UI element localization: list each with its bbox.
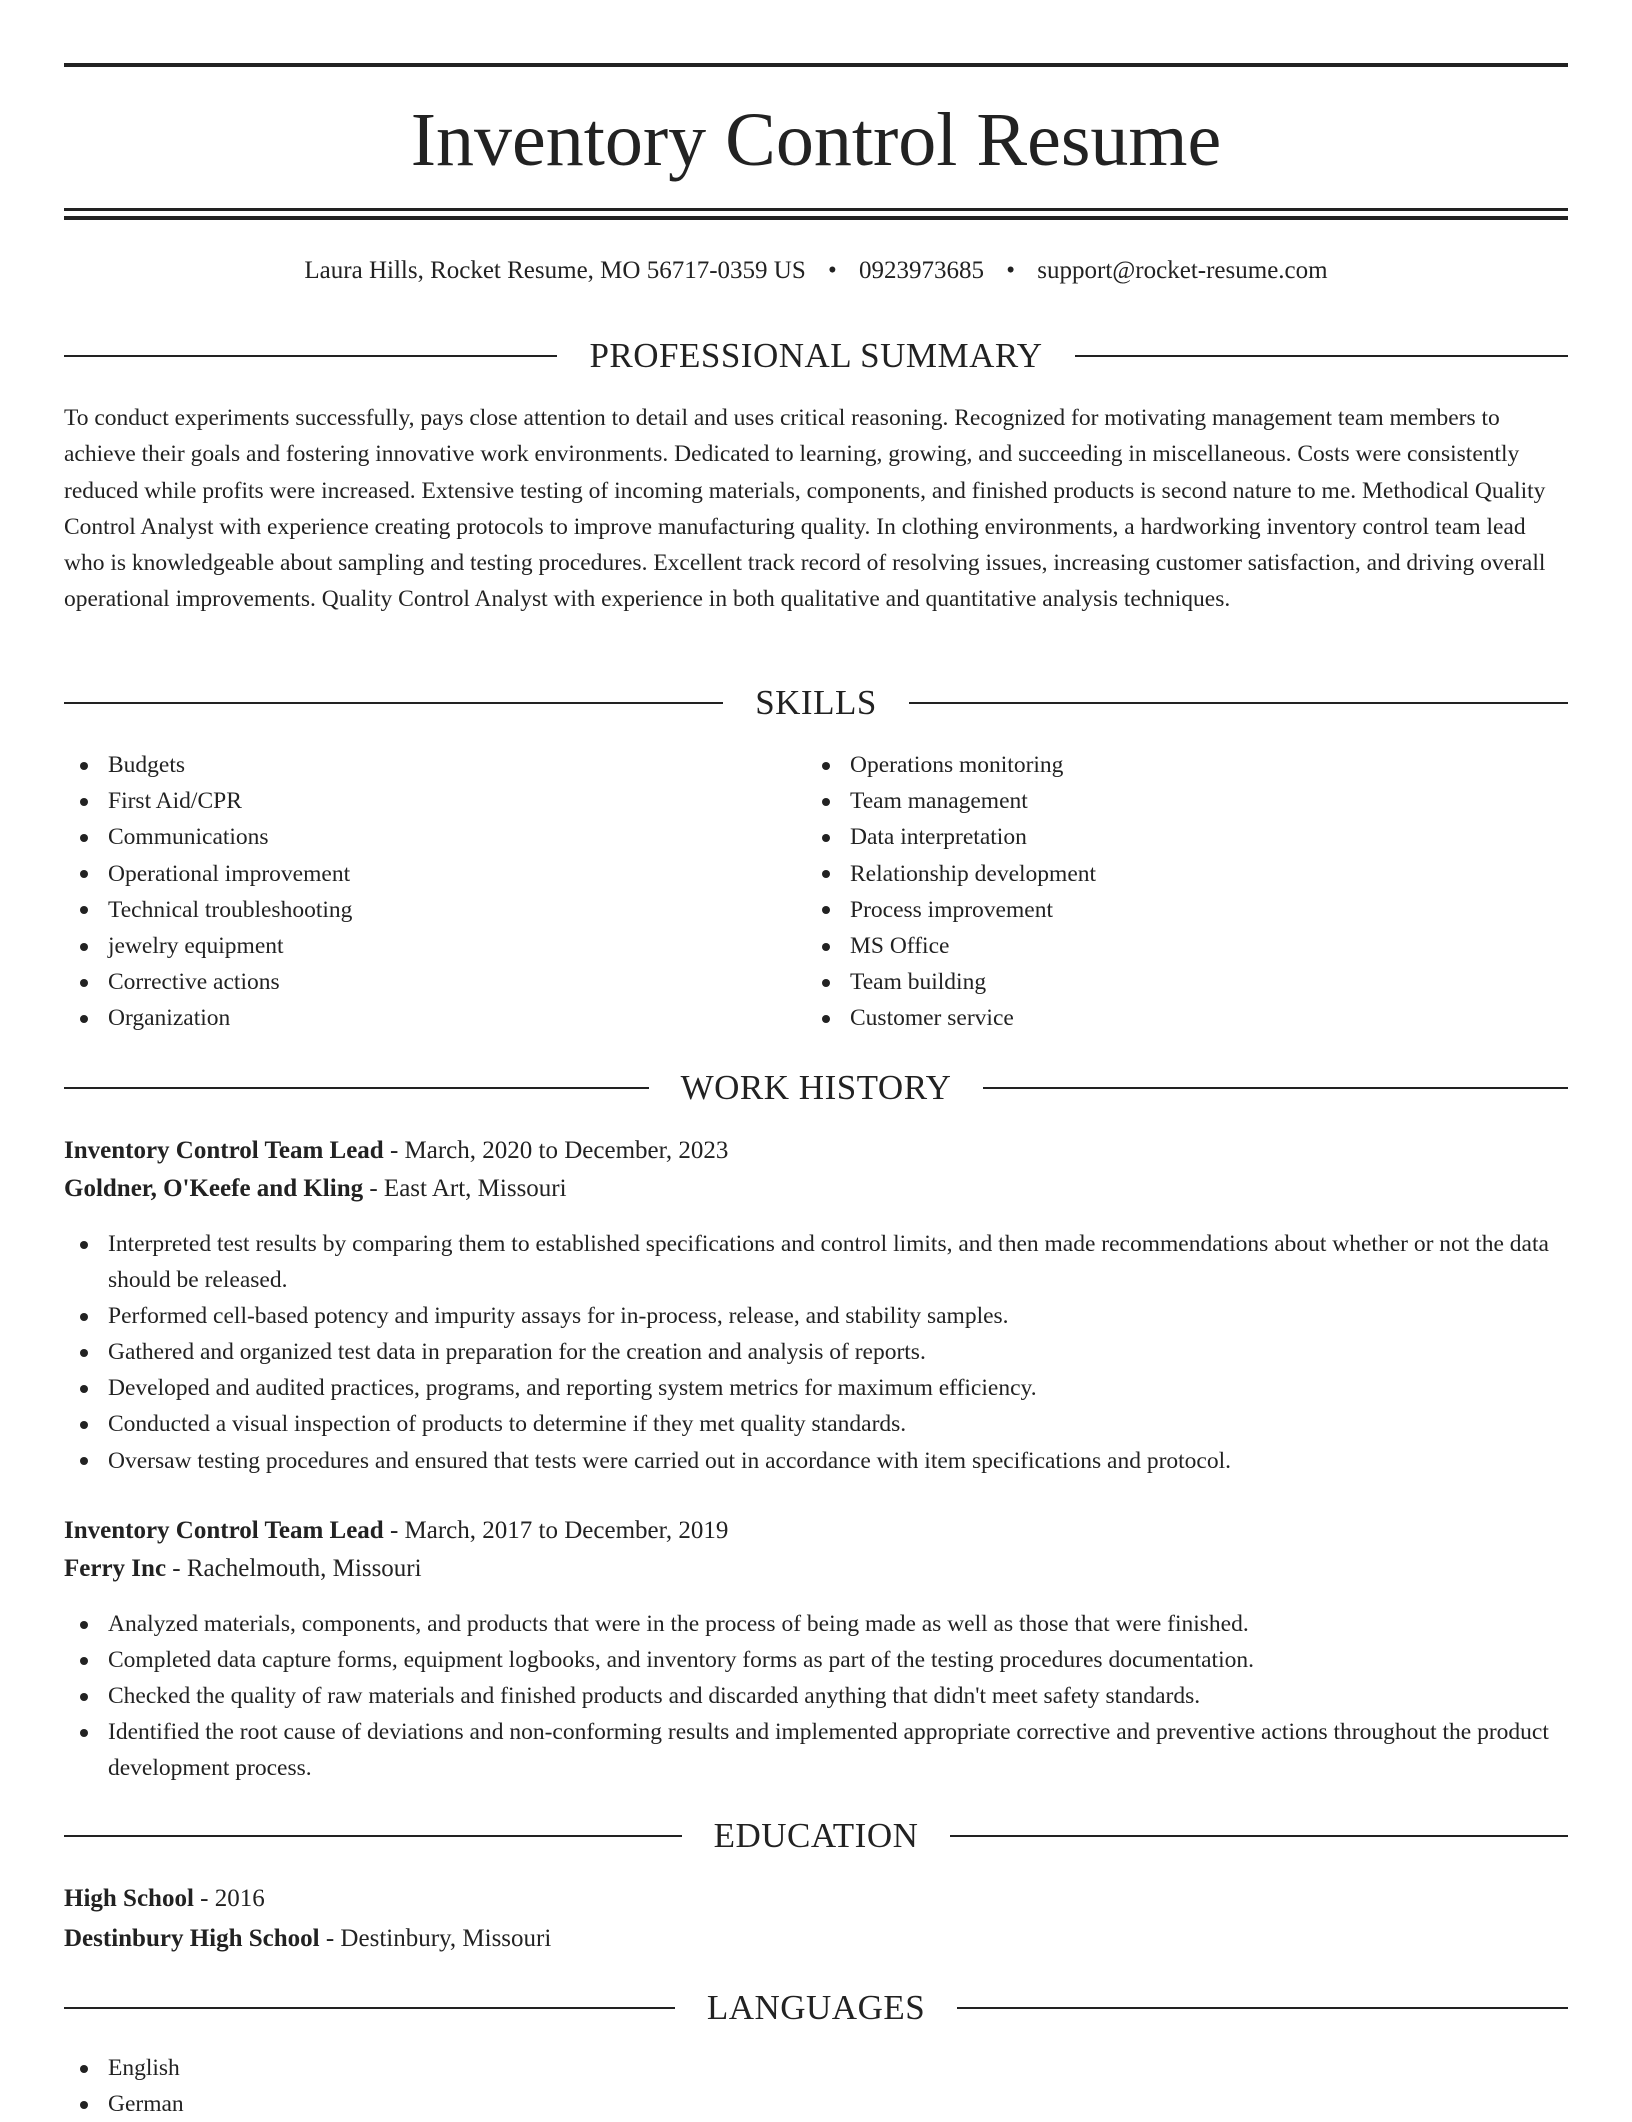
- duty-item: Oversaw testing procedures and ensured that tests were carried out in accordance with item specifications and protocol.: [64, 1443, 1568, 1479]
- section-title: EDUCATION: [713, 1816, 919, 1855]
- skill-item: Operational improvement: [64, 856, 804, 892]
- job-dates: - March, 2017 to December, 2019: [383, 1517, 729, 1544]
- summary-text: To conduct experiments successfully, pays close attention to detail and uses critical reasoning. Recognized for motivating management team members to achieve their goals and fostering innovative work environments. Dedicated to learning, growing, and succeeding in miscellaneous. Costs were consistently reduced while profits were increased. Extensive testing of incoming materials, components, and finished products is second nature to me. Methodical Quality Control Analyst with experience creating protocols to improve manufacturing quality. In clothing environments, a hardworking inventory control team lead who is knowledgeable about sampling and testing procedures. Excellent track record of resolving issues, increasing customer satisfaction, and driving overall operational improvements. Quality Control Analyst with experience in both qualitative and quantitative analysis techniques.: [64, 405, 1546, 613]
- contact-separator: •: [1006, 257, 1016, 284]
- duty-item: Identified the root cause of deviations and non-conforming results and implemented appropriate corrective and preventive actions throughout the product development process.: [64, 1714, 1568, 1786]
- heading-rule: [64, 702, 723, 704]
- education-school: Destinbury High School: [64, 1925, 320, 1952]
- job-location: - East Art, Missouri: [363, 1175, 567, 1202]
- job-title: Inventory Control Team Lead: [64, 1137, 384, 1164]
- skill-item: Data interpretation: [806, 819, 1546, 855]
- contact-email: support@rocket-resume.com: [1037, 257, 1328, 284]
- job-title-line: [64, 1512, 1568, 1550]
- education-degree-line: [64, 1880, 1568, 1918]
- skills-list-right: [806, 747, 1546, 1037]
- section-title: SKILLS: [755, 683, 877, 722]
- duty-item: Developed and audited practices, programs, and reporting system metrics for maximum efficiency.: [64, 1370, 1568, 1406]
- title-rule-lower: [64, 216, 1568, 220]
- job-company-line: [64, 1550, 1568, 1588]
- document-title: Inventory Control Resume: [410, 98, 1222, 182]
- heading-rule: [64, 1835, 682, 1837]
- job-duties-list: [64, 1226, 1568, 1479]
- duty-item: Conducted a visual inspection of products to determine if they met quality standards.: [64, 1406, 1568, 1442]
- skill-item: Relationship development: [806, 856, 1546, 892]
- language-item: English: [64, 2050, 1568, 2086]
- job-company: Goldner, O'Keefe and Kling: [64, 1175, 364, 1202]
- section-heading-skills: [64, 681, 1568, 725]
- contact-line: [64, 254, 1568, 288]
- heading-rule: [1075, 355, 1568, 357]
- section-heading-summary: [64, 334, 1568, 378]
- skill-item: jewelry equipment: [64, 928, 804, 964]
- languages-list: [64, 2050, 1568, 2122]
- skill-item: First Aid/CPR: [64, 783, 804, 819]
- contact-separator: •: [828, 257, 837, 284]
- heading-rule: [64, 1087, 649, 1089]
- skill-item: Organization: [64, 1000, 804, 1036]
- title-rule-upper: [64, 208, 1568, 211]
- education-year: - 2016: [193, 1885, 265, 1912]
- heading-rule: [909, 702, 1568, 704]
- skill-item: Customer service: [806, 1000, 1546, 1036]
- education-location: - Destinbury, Missouri: [319, 1925, 552, 1952]
- skills-list-left: [64, 747, 804, 1037]
- skill-item: Technical troubleshooting: [64, 892, 804, 928]
- contact-phone: 0923973685: [859, 257, 985, 284]
- section-title: PROFESSIONAL SUMMARY: [589, 336, 1043, 375]
- skill-item: Budgets: [64, 747, 804, 783]
- job-dates: - March, 2020 to December, 2023: [383, 1137, 729, 1164]
- skill-item: MS Office: [806, 928, 1546, 964]
- heading-rule: [950, 1835, 1568, 1837]
- duty-item: Checked the quality of raw materials and finished products and discarded anything that didn't meet safety standards.: [64, 1678, 1568, 1714]
- heading-rule: [957, 2007, 1568, 2009]
- skill-item: Team management: [806, 783, 1546, 819]
- education-degree: High School: [64, 1885, 194, 1912]
- job-company: Ferry Inc: [64, 1555, 167, 1582]
- top-rule: [64, 63, 1568, 67]
- contact-address: Laura Hills, Rocket Resume, MO 56717-0359 US: [304, 257, 806, 284]
- job-location: - Rachelmouth, Missouri: [166, 1555, 422, 1582]
- duty-item: Analyzed materials, components, and products that were in the process of being made as well as those that were finished.: [64, 1606, 1568, 1642]
- skill-item: Process improvement: [806, 892, 1546, 928]
- skill-item: Communications: [64, 819, 804, 855]
- duty-item: Gathered and organized test data in preparation for the creation and analysis of reports.: [64, 1334, 1568, 1370]
- duty-item: Interpreted test results by comparing them to established specifications and control limits, and then made recommendations about whether or not the data should be released.: [64, 1226, 1568, 1298]
- skill-item: Team building: [806, 964, 1546, 1000]
- education-school-line: [64, 1920, 1568, 1958]
- heading-rule: [64, 355, 557, 357]
- job-title-line: [64, 1132, 1568, 1170]
- job-company-line: [64, 1170, 1568, 1208]
- language-item: German: [64, 2086, 1568, 2122]
- heading-rule: [983, 1087, 1568, 1089]
- section-title: WORK HISTORY: [680, 1068, 952, 1107]
- duty-item: Performed cell-based potency and impurity assays for in-process, release, and stability samples.: [64, 1298, 1568, 1334]
- heading-rule: [64, 2007, 675, 2009]
- section-title: LANGUAGES: [706, 1988, 926, 2027]
- job-duties-list: [64, 1606, 1568, 1786]
- section-heading-work: [64, 1066, 1568, 1110]
- skill-item: Operations monitoring: [806, 747, 1546, 783]
- section-heading-education: [64, 1814, 1568, 1858]
- section-heading-languages: [64, 1986, 1568, 2030]
- skill-item: Corrective actions: [64, 964, 804, 1000]
- duty-item: Completed data capture forms, equipment logbooks, and inventory forms as part of the testing procedures documentation.: [64, 1642, 1568, 1678]
- job-title: Inventory Control Team Lead: [64, 1517, 384, 1544]
